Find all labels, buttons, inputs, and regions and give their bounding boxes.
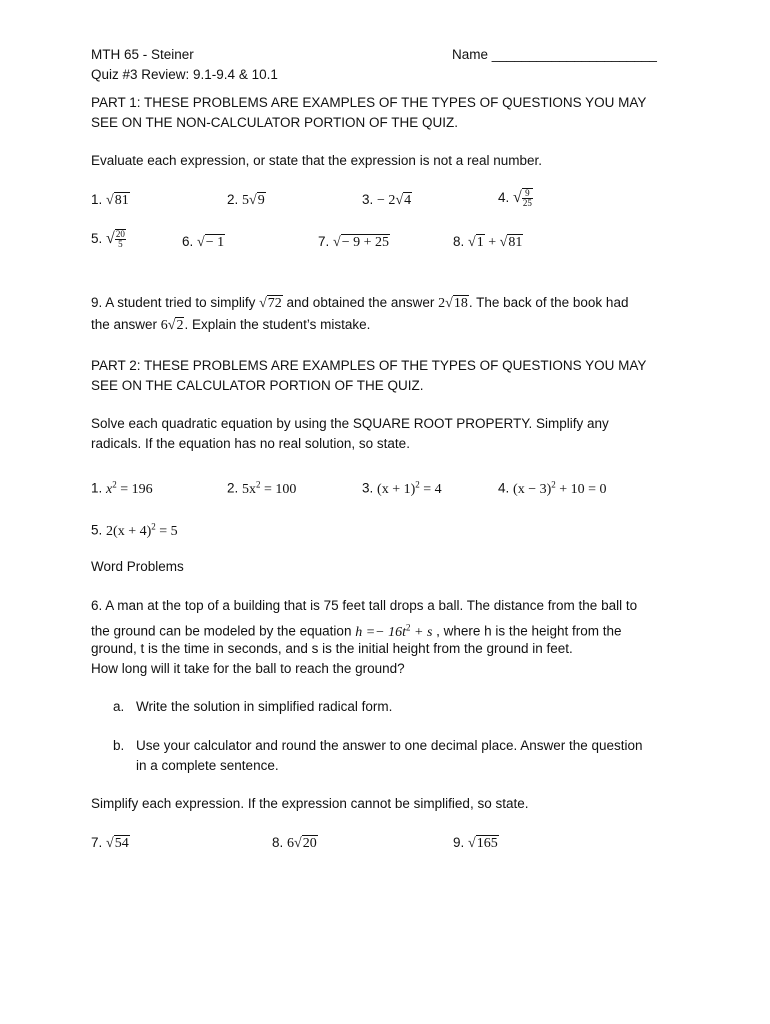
part2-problem-8: 8. 6√20 <box>272 835 317 851</box>
part1-problem-6: 6. √− 1 <box>182 234 225 250</box>
radical-expression: − 2√4 <box>377 193 412 208</box>
word-problem-6-line2: the ground can be modeled by the equation $h =- 16t^2 + s$ , where h is the height from the <box>91 622 622 640</box>
part1-problem-3: 3. − 2√4 <box>362 192 412 208</box>
radical-fraction: √ <box>106 230 115 247</box>
part2-instructions-line2: radicals. If the equation has no real solution, so state. <box>91 436 410 451</box>
word-problem-6-line3: ground, t is the time in seconds, and s is the initial height from the ground in feet. <box>91 641 573 656</box>
part1-problem-7: 7. √− 9 + 25 <box>318 234 390 250</box>
radical-expression: √− 9 + 25 <box>333 235 390 250</box>
part2-problem-9: 9. √165 <box>453 835 498 851</box>
radical-expression: 5√9 <box>242 193 265 208</box>
radical-expression: √− 1 <box>197 235 225 250</box>
part2-problem-1: 1. $x^2 = 196$ <box>91 479 153 497</box>
part2-problem-4: 4. $(x - 3)^2 + 10 = 0$ <box>498 479 607 497</box>
part2-heading-line1: PART 2: THESE PROBLEMS ARE EXAMPLES OF THE TYPES OF QUESTIONS YOU MAY <box>91 358 647 373</box>
radical-expression: √1 + √81 <box>468 235 523 250</box>
course-title: MTH 65 - Steiner <box>91 47 194 62</box>
part2-instructions-line1: Solve each quadratic equation by using the SQUARE ROOT PROPERTY. Simplify any <box>91 416 609 431</box>
part-a-text: Write the solution in simplified radical form. <box>136 699 393 714</box>
part1-problem-8: 8. √1 + √81 <box>453 234 523 250</box>
part2-problem-2: 2. $5x^2 = 100$ <box>227 479 297 497</box>
radical-expression: 6√20 <box>287 836 317 851</box>
part1-problem-9-line1: 9. A student tried to simplify √72 and obtained the answer 2√18. The back of the book had <box>91 295 629 311</box>
part1-heading-line1: PART 1: THESE PROBLEMS ARE EXAMPLES OF THE TYPES OF QUESTIONS YOU MAY <box>91 95 647 110</box>
quiz-subtitle: Quiz #3 Review: 9.1-9.4 & 10.1 <box>91 67 278 82</box>
part-b-text-line1: Use your calculator and round the answer to one decimal place. Answer the question <box>136 738 643 753</box>
part1-problem-9-line2: the answer 6√2. Explain the student’s mistake. <box>91 317 371 333</box>
part-b-label: b. <box>113 738 125 753</box>
name-field-label: Name ______________________ <box>452 47 657 62</box>
part1-problem-5: 5. √ $\frac{20}{5}$ <box>91 229 125 249</box>
height-equation: $h =- 16t^2 + s$ <box>355 622 433 640</box>
word-problem-6-line1: 6. A man at the top of a building that is 75 feet tall drops a ball. The distance from the ball to <box>91 598 638 613</box>
part1-problem-4: 4. √ $\frac{9}{25}$ <box>498 188 532 208</box>
part1-heading-line2: SEE ON THE NON-CALCULATOR PORTION OF THE QUIZ. <box>91 115 459 130</box>
part-b-text-line2: in a complete sentence. <box>136 758 279 773</box>
word-problems-heading: Word Problems <box>91 559 184 574</box>
part2-heading-line2: SEE ON THE CALCULATOR PORTION OF THE QUIZ. <box>91 378 424 393</box>
word-problem-6-line4: How long will it take for the ball to reach the ground? <box>91 661 405 676</box>
part1-instructions: Evaluate each expression, or state that the expression is not a real number. <box>91 153 543 168</box>
radical-fraction: √ <box>513 189 522 206</box>
part1-problem-1: 1. √81 <box>91 192 129 208</box>
simplify-instructions: Simplify each expression. If the expression cannot be simplified, so state. <box>91 796 529 811</box>
radical-expression: √81 <box>106 193 129 208</box>
part1-problem-2: 2. 5√9 <box>227 192 265 208</box>
radical-expression: √165 <box>468 836 498 851</box>
part-a-label: a. <box>113 699 125 714</box>
part2-problem-3: 3. $(x + 1)^2 = 4$ <box>362 479 442 497</box>
part2-problem-7: 7. √54 <box>91 835 129 851</box>
part2-problem-5: 5. $2(x + 4)^2 = 5$ <box>91 521 178 539</box>
radical-expression: √54 <box>106 836 129 851</box>
